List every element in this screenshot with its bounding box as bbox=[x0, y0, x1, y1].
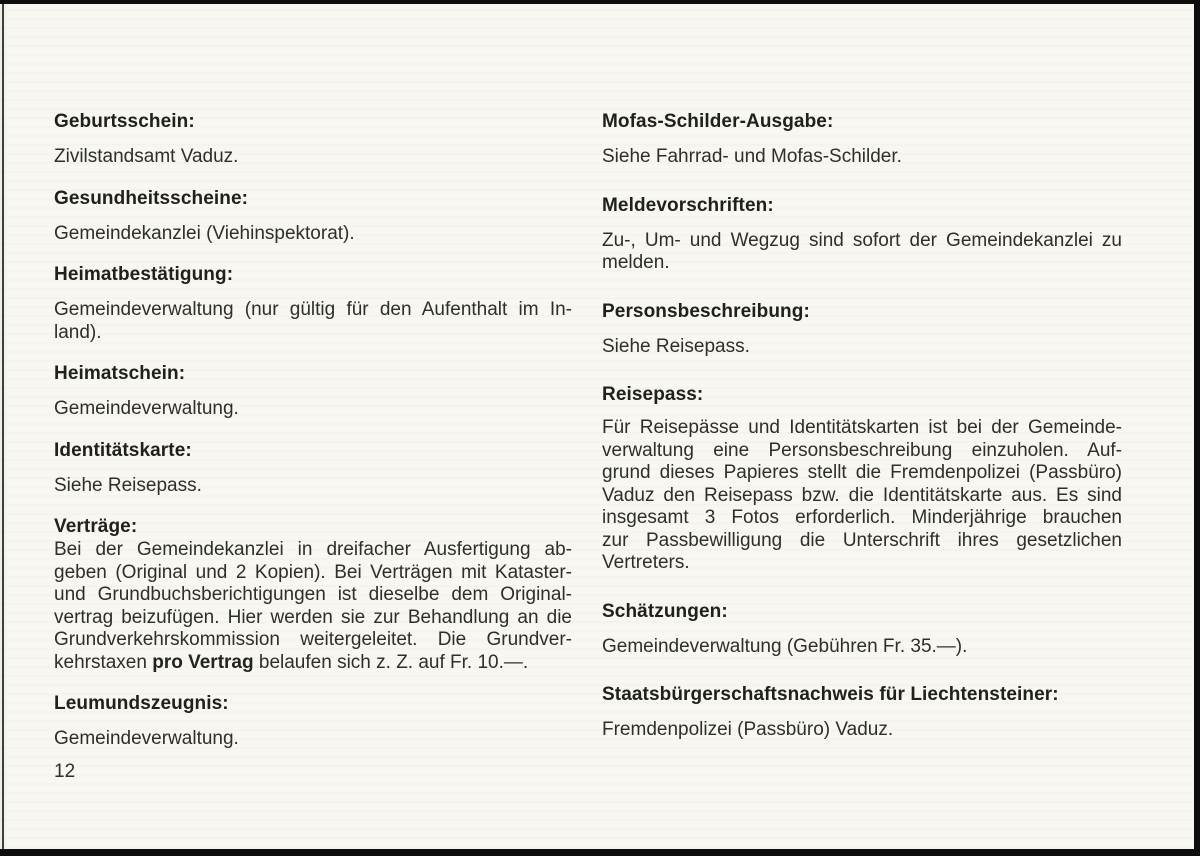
left-column bbox=[54, 110, 572, 751]
body-line: vertrag beizufügen. Hier werden sie zur Behandlung an die bbox=[54, 606, 572, 628]
section-body bbox=[602, 417, 1122, 575]
body-line: Für Reisepässe und Identitätskarten ist bei der Gemeinde- bbox=[602, 417, 1122, 438]
section-heimatschein bbox=[54, 362, 572, 421]
section-heading: Personsbeschreibung: bbox=[602, 300, 810, 322]
body-line: grund dieses Papieres stellt die Fremdenpolizei (Passbüro) bbox=[602, 462, 1122, 483]
body-line: land). bbox=[54, 321, 102, 343]
section-identitaetskarte bbox=[54, 439, 572, 498]
page-number: 12 bbox=[54, 761, 76, 782]
section-body: Siehe Fahrrad- und Mofas-Schilder. bbox=[602, 146, 902, 167]
section-body: Gemeindeverwaltung. bbox=[54, 398, 239, 419]
section-heading: Reisepass: bbox=[602, 384, 704, 405]
body-line: melden. bbox=[602, 252, 670, 273]
body-line: zur Passbewilligung die Unterschrift ihres gesetzlichen bbox=[602, 529, 1122, 551]
section-vertraege bbox=[54, 515, 572, 674]
section-body: Gemeindeverwaltung (Gebühren Fr. 35.—). bbox=[602, 635, 968, 657]
section-leumundszeugnis bbox=[54, 692, 572, 751]
section-heimatbestaetigung bbox=[54, 263, 572, 344]
section-body: Gemeindekanzlei (Viehinspektorat). bbox=[54, 222, 355, 244]
right-column bbox=[602, 110, 1122, 742]
section-heading: Staatsbürgerschaftsnachweis für Liechtensteiner: bbox=[602, 684, 1059, 705]
scan-edge-top bbox=[0, 0, 1200, 4]
section-heading: Leumundszeugnis: bbox=[54, 693, 229, 714]
scan-edge-left bbox=[2, 4, 4, 849]
section-staatsbuergerschaftsnachweis bbox=[602, 683, 1122, 742]
section-heading: Mofas-Schilder-Ausgabe: bbox=[602, 111, 834, 132]
section-body: Siehe Reisepass. bbox=[54, 474, 202, 496]
section-heading: Heimatbestätigung: bbox=[54, 264, 234, 285]
section-meldevorschriften bbox=[602, 194, 1122, 275]
body-line: Zu-, Um- und Wegzug sind sofort der Gemeindekanzlei zu bbox=[602, 229, 1122, 251]
section-heading: Verträge: bbox=[54, 516, 138, 537]
body-line: Gemeindeverwaltung (nur gültig für den Aufenthalt im In- bbox=[54, 299, 572, 320]
scan-edge-right bbox=[1194, 0, 1200, 856]
bold-text: pro Vertrag bbox=[152, 651, 254, 673]
section-personsbeschreibung bbox=[602, 300, 1122, 359]
section-body: Zivilstandsamt Vaduz. bbox=[54, 146, 239, 167]
body-line: Vertreters. bbox=[602, 552, 690, 573]
section-body bbox=[602, 230, 1122, 275]
body-line: Grundverkehrskommission weitergeleitet. Die Grundver- bbox=[54, 629, 572, 650]
section-heading: Schätzungen: bbox=[602, 600, 728, 622]
section-heading: Geburtsschein: bbox=[54, 111, 195, 132]
section-mofas-schilder-ausgabe bbox=[602, 110, 1122, 169]
body-line: insgesamt 3 Fotos erforderlich. Minderjährige brauchen bbox=[602, 507, 1122, 528]
section-schaetzungen bbox=[602, 600, 1122, 659]
section-gesundheitsscheine bbox=[54, 187, 572, 246]
section-body: Gemeindeverwaltung. bbox=[54, 728, 239, 749]
body-line: Bei der Gemeindekanzlei in dreifacher Ausfertigung ab- bbox=[54, 539, 572, 560]
body-line: und Grundbuchsberichtigungen ist dieselbe dem Original- bbox=[54, 584, 572, 605]
section-body bbox=[54, 299, 572, 344]
body-line: Vaduz den Reisepass bzw. die Identitätskarte aus. Es sind bbox=[602, 484, 1122, 506]
section-body bbox=[54, 539, 572, 674]
body-text: kehrstaxen bbox=[54, 651, 153, 673]
section-body: Siehe Reisepass. bbox=[602, 335, 750, 357]
body-line: geben (Original und 2 Kopien). Bei Verträgen mit Kataster- bbox=[54, 561, 572, 583]
body-line: verwaltung eine Personsbeschreibung einzuholen. Auf- bbox=[602, 439, 1122, 461]
scan-edge-bottom bbox=[0, 849, 1200, 856]
section-geburtsschein bbox=[54, 110, 572, 169]
section-body: Fremdenpolizei (Passbüro) Vaduz. bbox=[602, 719, 894, 740]
section-heading: Heimatschein: bbox=[54, 363, 186, 384]
section-heading: Meldevorschriften: bbox=[602, 194, 774, 216]
body-text: belaufen sich z. Z. auf Fr. 10.—. bbox=[253, 651, 529, 673]
section-heading: Gesundheitsscheine: bbox=[54, 187, 249, 209]
body-line bbox=[54, 652, 572, 675]
section-reisepass bbox=[602, 383, 1122, 575]
section-heading: Identitätskarte: bbox=[54, 439, 192, 461]
